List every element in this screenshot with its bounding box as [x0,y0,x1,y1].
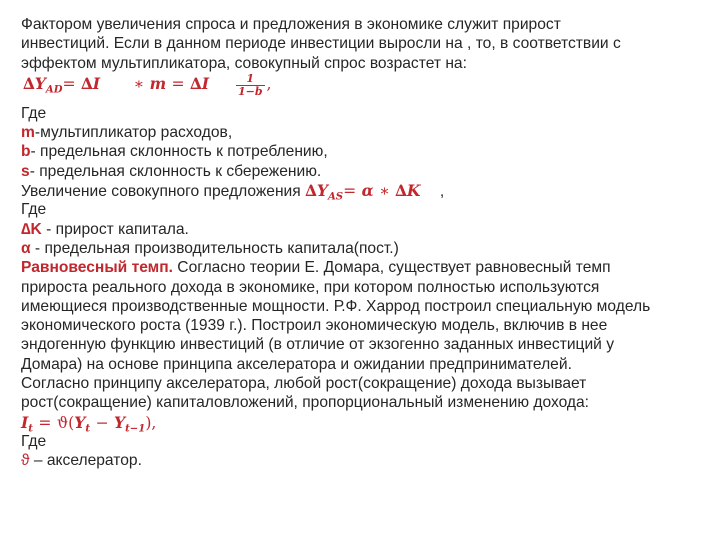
formula-variable: Y [34,74,46,94]
formula-fraction [236,73,265,98]
where-label-2: Где [21,201,47,219]
paragraph-2-line-7: Согласно принципу акселератора, любой рост(сокращение) дохода вызывает [21,375,587,393]
fraction-denominator: 1−b [237,84,263,98]
alpha-symbol: α [361,181,374,201]
multiply-sign: ∗ [133,75,145,94]
fraction-numerator: 1 [236,73,265,86]
paragraph-2-line-5: эндогенную функцию инвестиций (в отличие от экзогенно заданных инвестиций у [21,336,615,354]
formula-variable: m [149,74,167,94]
equals-sign: = [38,413,52,432]
multiply-sign: ∗ [379,182,390,201]
where-label-3: Где [21,432,47,450]
paragraph-2-line-1: Равновесный темп. Согласно теории Е. Домара, существует равновесный темп [21,259,611,277]
paragraph-2-line-3: имеющиеся производственные мощности. Р.Ф. Харрод построил специальную модель [21,297,651,315]
section-heading: Равновесный темп. [21,259,173,277]
paragraph-2-line-2: прироста реального дохода в экономике, при котором полностью используются [21,278,600,296]
theta-symbol: ϑ [21,452,30,470]
formula-subscript: AD [45,83,63,96]
definition-theta: ϑ – акселератор. [21,452,142,470]
where-label-1: Где [21,104,47,122]
equals-sign: = [62,75,76,94]
equals-sign: = [171,75,185,94]
paragraph-1-line-2: инвестиций. Если в данном периоде инвестиции выросли на , то, в соответствии с [21,35,621,53]
slide-body [21,15,701,471]
paragraph-2-line-8: рост(сокращение) капиталовложений, пропорциональный изменению дохода: [21,394,590,412]
formula-term: ∆I [81,74,101,94]
paragraph-1-line-1: Фактором увеличения спроса и предложения в экономике служит прирост [21,16,561,33]
definition-s: s- предельная склонность к сбережению. [21,162,322,180]
definition-alpha: α - предельная производительность капитала(пост.) [21,239,399,257]
formula-term: ∆I [190,74,210,94]
definition-delta-k: ∆K - прирост капитала. [21,220,189,238]
aggregate-supply-line: Увеличение совокупного предложения $\Delta Y_{AS}= \alpha$ ∗ ∆K , [21,181,445,203]
theta-symbol: ϑ [56,413,69,432]
delta-symbol: ∆ [305,181,317,201]
delta-symbol: ∆ [23,74,35,94]
paragraph-1-line-3: эффектом мультипликатора, совокупный спрос возрастет на: [21,54,467,72]
definition-b: b- предельная склонность к потреблению, [21,143,328,161]
formula-accelerator: $I_t = ϑ(Y_t - Y_{t-1})$, [21,412,157,435]
formula-aggregate-demand [21,73,701,104]
minus-sign: − [95,413,109,432]
definition-m: m-мультипликатор расходов, [21,124,233,142]
formula-comma: , [266,75,272,94]
paragraph-2-line-4: экономического роста (1939 г.). Построил экономическую модель, включив в нее [21,317,608,335]
paragraph-2-line-6: Домара) на основе принципа акселератора и ожидании предпринимателей. [21,355,572,373]
